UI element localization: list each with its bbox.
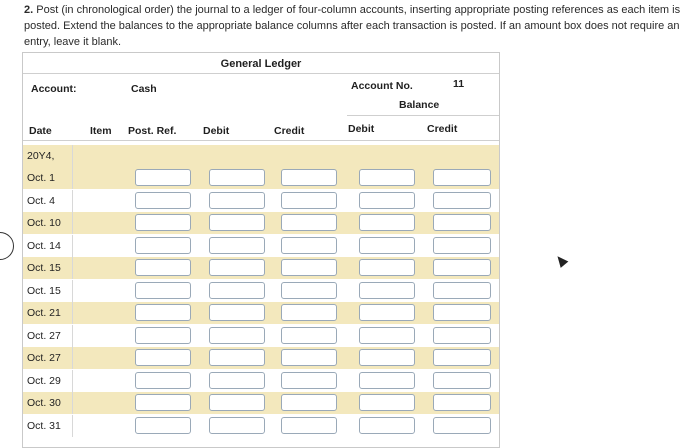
row-date: Oct. 1 [27, 172, 56, 184]
balance-debit-input[interactable] [359, 214, 415, 231]
debit-input[interactable] [209, 192, 265, 209]
row-date: Oct. 15 [27, 262, 61, 274]
instructions [24, 2, 696, 50]
row-date: Oct. 27 [27, 352, 61, 364]
debit-input[interactable] [209, 417, 265, 434]
balance-credit-input[interactable] [433, 349, 491, 366]
debit-input[interactable] [209, 327, 265, 344]
account-name: Cash [131, 83, 157, 95]
question-number: 2. [24, 4, 34, 16]
ledger-row [23, 392, 499, 414]
balance-credit-input[interactable] [433, 304, 491, 321]
balance-debit-input[interactable] [359, 282, 415, 299]
credit-input[interactable] [281, 349, 337, 366]
credit-input[interactable] [281, 282, 337, 299]
debit-input[interactable] [209, 349, 265, 366]
balance-debit-input[interactable] [359, 417, 415, 434]
header-divider [23, 140, 499, 141]
credit-input[interactable] [281, 237, 337, 254]
divider [23, 73, 499, 74]
balance-label: Balance [399, 99, 440, 111]
account-no: 11 [453, 78, 465, 90]
mouse-cursor-icon [554, 253, 569, 268]
debit-input[interactable] [209, 372, 265, 389]
credit-input[interactable] [281, 327, 337, 344]
ledger-row [23, 347, 499, 369]
post-ref-input[interactable] [135, 282, 191, 299]
balance-debit-input[interactable] [359, 372, 415, 389]
debit-input[interactable] [209, 259, 265, 276]
ledger-row [23, 325, 499, 347]
ledger-row [23, 190, 499, 212]
balance-credit-input[interactable] [433, 394, 491, 411]
ledger-row [23, 280, 499, 302]
post-ref-input[interactable] [135, 259, 191, 276]
row-date: Oct. 31 [27, 419, 61, 432]
ledger-row [23, 415, 499, 437]
account-label: Account: [31, 83, 77, 95]
balance-credit-input[interactable] [433, 214, 491, 231]
instructions-text: Post (in chronological order) the journal to a ledger of four-column accounts, inserting appropriate posting references as each item is posted. Extend the balances to the appropriate balance columns after each transaction is posted. If an amount box does not require an entry, leave it blank. [24, 4, 681, 48]
debit-input[interactable] [209, 214, 265, 231]
balance-debit-input[interactable] [359, 349, 415, 366]
credit-input[interactable] [281, 214, 337, 231]
debit-input[interactable] [209, 304, 265, 321]
col-credit: Credit [274, 125, 305, 137]
balance-debit-input[interactable] [359, 304, 415, 321]
balance-credit-input[interactable] [433, 417, 491, 434]
balance-divider [347, 115, 499, 116]
year-row [23, 145, 499, 167]
credit-input[interactable] [281, 192, 337, 209]
row-date: Oct. 30 [27, 397, 61, 409]
balance-debit-input[interactable] [359, 327, 415, 344]
ledger-row [23, 212, 499, 234]
balance-debit-input[interactable] [359, 259, 415, 276]
post-ref-input[interactable] [135, 304, 191, 321]
col-debit: Debit [203, 125, 230, 137]
balance-credit-input[interactable] [433, 372, 491, 389]
ledger-row [23, 167, 499, 189]
debit-input[interactable] [209, 394, 265, 411]
credit-input[interactable] [281, 417, 337, 434]
row-date: Oct. 10 [27, 217, 61, 229]
post-ref-input[interactable] [135, 349, 191, 366]
balance-debit-input[interactable] [359, 192, 415, 209]
balance-credit-input[interactable] [433, 237, 491, 254]
row-date: Oct. 29 [27, 374, 61, 387]
post-ref-input[interactable] [135, 237, 191, 254]
credit-input[interactable] [281, 169, 337, 186]
credit-input[interactable] [281, 304, 337, 321]
row-date: Oct. 14 [27, 239, 61, 252]
ledger-row [23, 370, 499, 392]
col-date: Date [29, 125, 52, 137]
row-date: Oct. 27 [27, 329, 61, 342]
post-ref-input[interactable] [135, 169, 191, 186]
col-post-ref: Post. Ref. [128, 125, 177, 137]
balance-credit-input[interactable] [433, 327, 491, 344]
ledger-row [23, 235, 499, 257]
balance-credit-input[interactable] [433, 259, 491, 276]
balance-debit-input[interactable] [359, 394, 415, 411]
credit-input[interactable] [281, 259, 337, 276]
post-ref-input[interactable] [135, 372, 191, 389]
ledger-row [23, 257, 499, 279]
general-ledger [22, 52, 500, 448]
year-label: 20Y4, [27, 150, 55, 162]
debit-input[interactable] [209, 169, 265, 186]
ledger-title: General Ledger [220, 58, 302, 70]
post-ref-input[interactable] [135, 417, 191, 434]
col-balance-credit: Credit [427, 123, 458, 135]
panel-toggle-handle[interactable] [0, 232, 14, 260]
row-date: Oct. 4 [27, 194, 56, 207]
ledger-row [23, 302, 499, 324]
col-item: Item [90, 125, 112, 137]
balance-credit-input[interactable] [433, 169, 491, 186]
post-ref-input[interactable] [135, 192, 191, 209]
credit-input[interactable] [281, 394, 337, 411]
balance-debit-input[interactable] [359, 237, 415, 254]
debit-input[interactable] [209, 237, 265, 254]
credit-input[interactable] [281, 372, 337, 389]
balance-credit-input[interactable] [433, 282, 491, 299]
post-ref-input[interactable] [135, 214, 191, 231]
post-ref-input[interactable] [135, 327, 191, 344]
post-ref-input[interactable] [135, 394, 191, 411]
balance-credit-input[interactable] [433, 192, 491, 209]
balance-debit-input[interactable] [359, 169, 415, 186]
debit-input[interactable] [209, 282, 265, 299]
row-date: Oct. 15 [27, 284, 61, 297]
row-date: Oct. 21 [27, 307, 61, 319]
col-balance-debit: Debit [348, 123, 375, 135]
account-no-label: Account No. [351, 80, 413, 92]
